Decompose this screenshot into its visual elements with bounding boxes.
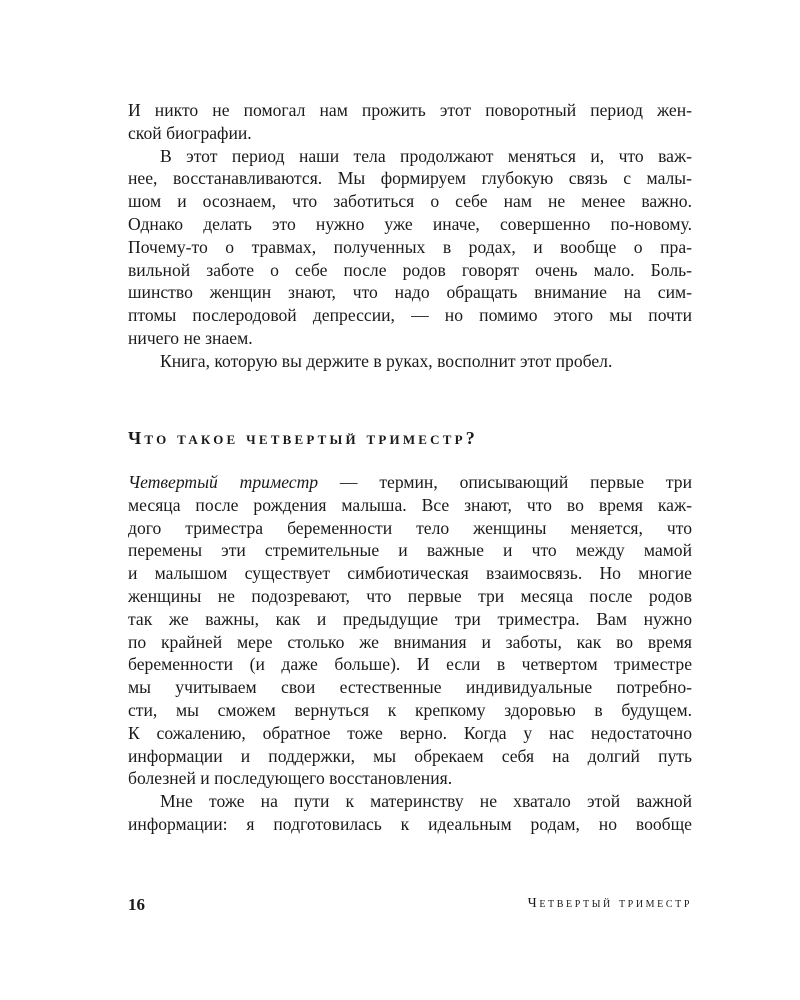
text-line: шом и осознаем, что заботиться о себе нам не менее важно. [128,191,692,212]
text-line: информации и поддержки, мы обрекаем себя на долгий путь [128,745,692,766]
text-line: так же важны, как и предыдущие три триместра. Вам нужно [128,608,692,629]
section-heading: Что такое четвертый триместр? [128,428,478,448]
text-line [128,471,692,494]
text-line: перемены эти стремительные и важные и что между мамой [128,540,692,561]
intro-text [128,99,692,373]
text-line: Мне тоже на пути к материнству не хватало этой важной [160,791,692,812]
text-line: И никто не помогал нам прожить этот поворотный период жен- [128,100,692,120]
text-line: В этот период наши тела продолжают меняться и, что важ- [160,145,692,166]
page-footer [128,895,692,917]
text-line: женщины не подозревают, что первые три месяца после родов [128,585,692,606]
text-line: сти, мы сможем вернуться к крепкому здоровью в будущем. [128,699,692,720]
text-line: мы учитываем свои естественные индивидуальные потребно- [128,677,692,698]
page-number: 16 [128,895,145,914]
text-line: ской биографии. [128,122,252,143]
term-italic: Четвертый триместр [128,472,319,492]
text-line: Однако делать это нужно уже иначе, совершенно по-новому. [128,213,692,234]
text-line: по крайней мере столько же внимания и заботы, как во время [128,631,692,652]
text-fragment: — термин, описывающий первые три [318,472,692,492]
text-line: дого триместра беременности тело женщины меняется, что [128,517,692,538]
text-line: нее, восстанавливаются. Мы формируем глубокую связь с малы- [128,168,692,189]
text-line: и малышом существует симбиотическая взаимосвязь. Но многие [128,563,692,584]
text-line: Книга, которую вы держите в руках, восполнит этот пробел. [160,350,613,371]
text-line: К сожалению, обратное тоже верно. Когда у нас недостаточно [128,722,692,743]
running-title: Четвертый триместр [527,896,692,911]
text-line: месяца после рождения малыша. Все знают, что во время каж- [128,494,692,515]
text-line: ничего не знаем. [128,327,253,348]
text-line: вильной заботе о себе после родов говорят очень мало. Боль- [128,259,692,280]
text-line: беременности (и даже больше). И если в четвертом триместре [128,654,692,675]
text-line: шинство женщин знают, что надо обращать внимание на сим- [128,282,692,303]
section-text [128,471,692,836]
text-line: болезней и последующего восстановления. [128,768,453,789]
text-line: птомы послеродовой депрессии, — но помимо этого мы почти [128,305,692,326]
text-line: информации: я подготовилась к идеальным родам, но вообще [128,813,692,834]
text-line: Почему-то о травмах, полученных в родах, и вообще о пра- [128,236,692,257]
